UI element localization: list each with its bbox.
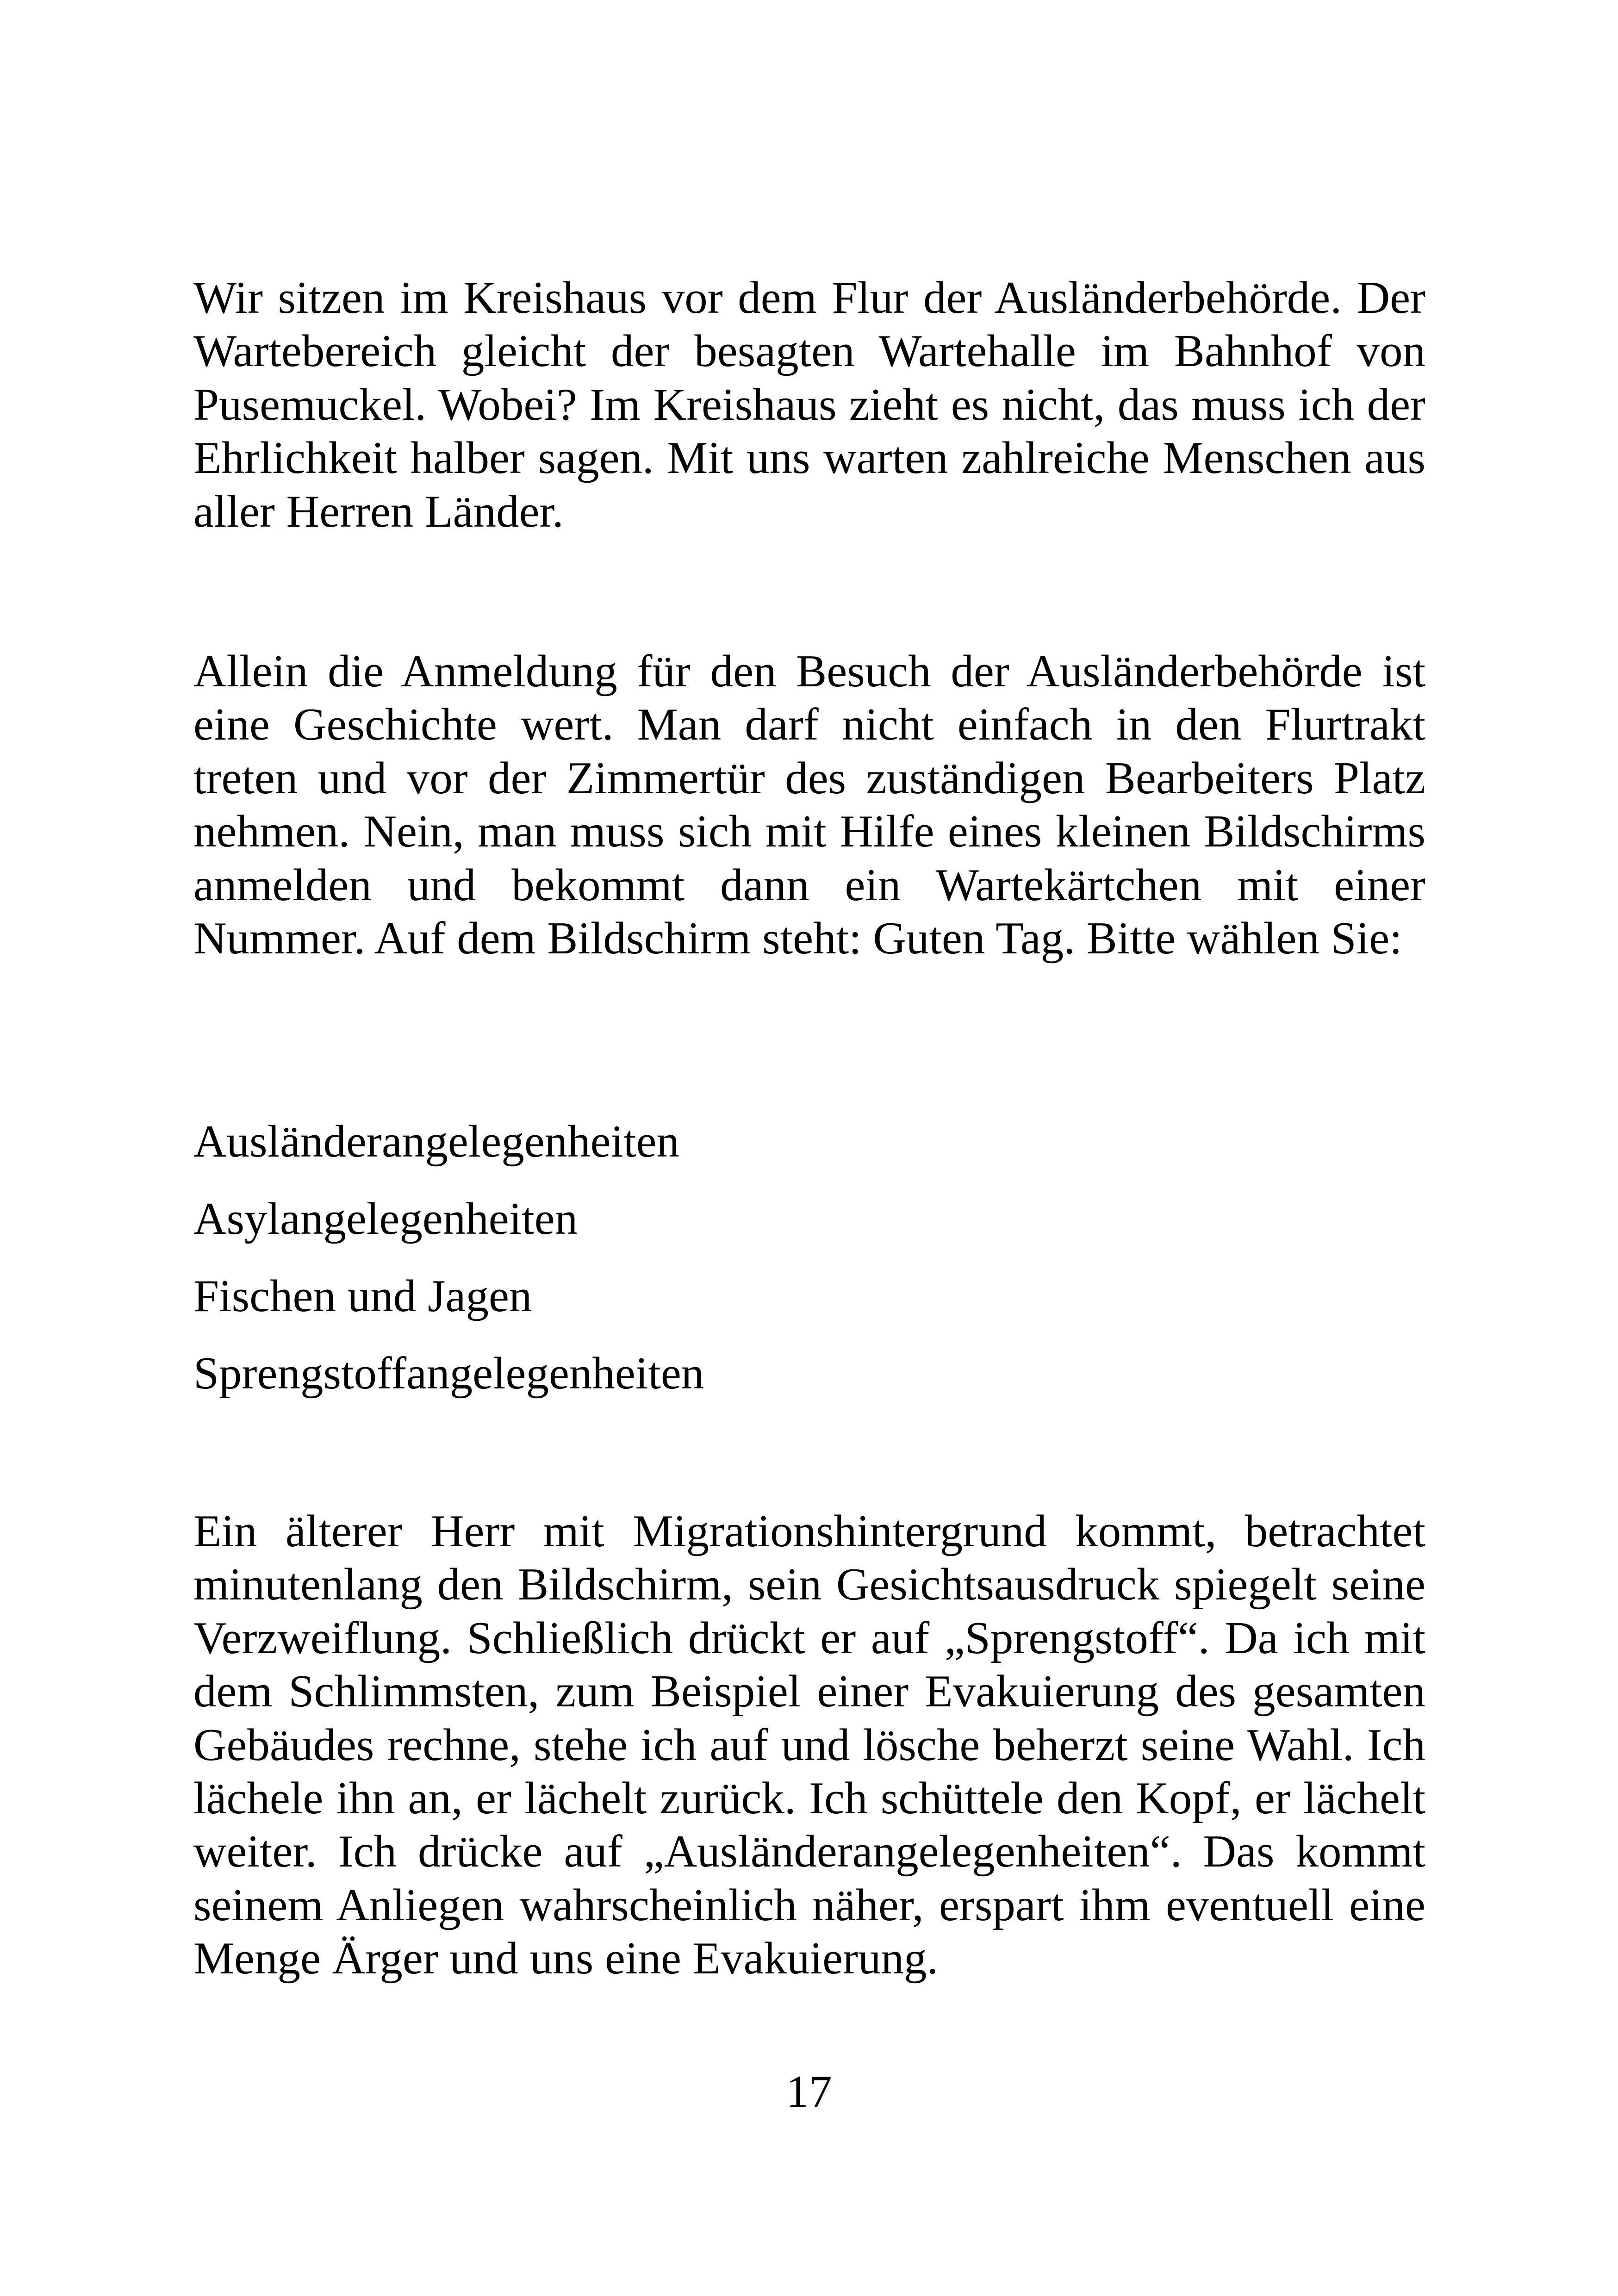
paragraph-waiting-area: Wir sitzen im Kreishaus vor dem Flur der Ausländerbehörde. Der Wartebereich gleicht der besagten Wartehalle im Bahnhof von Pusemuckel. Wobei? Im Kreishaus zieht es nicht, das muss ich der Ehrlichkeit halber sagen. Mit uns warten zahlreiche Menschen aus aller Herren Länder. [193, 273, 1425, 537]
list-item-option: Fischen und Jagen [193, 1271, 532, 1321]
list-item-option: Asylangelegenheiten [193, 1194, 578, 1244]
list-item-option: Sprengstoffangelegenheiten [193, 1348, 704, 1399]
page-number: 17 [786, 2066, 832, 2117]
list-item-option: Ausländerangelegenheiten [193, 1116, 680, 1167]
paragraph-elderly-man: Ein älterer Herr mit Migrationshintergrund kommt, betrachtet minutenlang den Bildschirm, sein Gesichtsausdruck spiegelt seine Verzweiflung. Schließlich drückt er auf „Sprengstoff“. Da ich mit dem Schlimmsten, zum Beispiel einer Evakuierung des gesamten Gebäudes rechne, stehe ich auf und lösche beherzt seine Wahl. Ich lächele ihn an, er lächelt zurück. Ich schüttele den Kopf, er lächelt weiter. Ich drücke auf „Ausländerangelegenheiten“. Das kommt seinem Anliegen wahrscheinlich näher, erspart ihm eventuell eine Menge Ärger und uns eine Evakuierung. [193, 1506, 1425, 1984]
paragraph-registration: Allein die Anmeldung für den Besuch der Ausländerbehörde ist eine Geschichte wert. Man darf nicht einfach in den Flurtrakt treten und vor der Zimmertür des zuständigen Bearbeiters Platz nehmen. Nein, man muss sich mit Hilfe eines kleinen Bildschirms anmelden und bekommt dann ein Wartekärtchen mit einer Nummer. Auf dem Bildschirm steht: Guten Tag. Bitte wählen Sie: [193, 646, 1425, 964]
